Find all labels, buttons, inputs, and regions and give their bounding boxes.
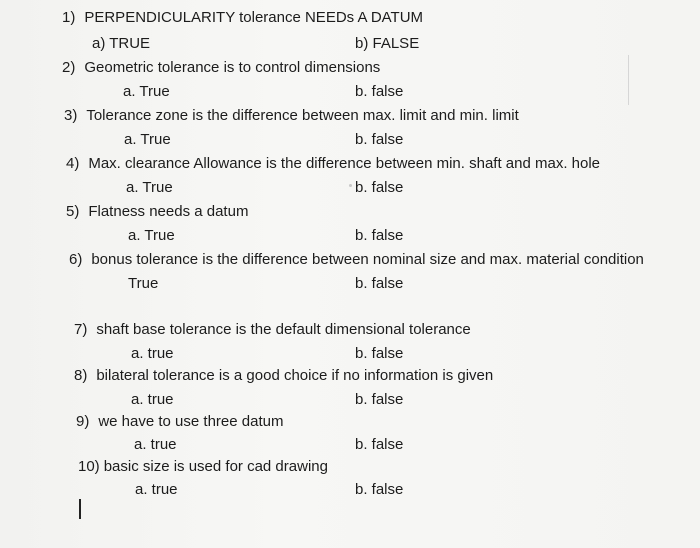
question-10 — [78, 458, 328, 475]
option-b: b. false — [355, 391, 404, 408]
question-8 — [74, 367, 493, 384]
question-number: 5) — [66, 203, 80, 220]
question-text: bonus tolerance is the difference between nominal size and max. material condition — [91, 251, 644, 268]
question-9 — [76, 413, 283, 430]
question-text: bilateral tolerance is a good choice if no information is given — [96, 367, 494, 384]
option-a: a. True — [128, 227, 175, 244]
question-1 — [62, 9, 423, 26]
option-b: b) FALSE — [355, 35, 420, 52]
question-text: PERPENDICULARITY tolerance NEEDs A DATUM — [84, 9, 424, 26]
question-2 — [62, 59, 380, 76]
question-number: 1) — [62, 9, 76, 26]
question-7 — [74, 321, 471, 338]
option-a: a. true — [135, 481, 178, 498]
option-b: b. false — [355, 481, 404, 498]
option-a: a. True — [123, 83, 170, 100]
question-4 — [66, 155, 600, 172]
question-text: we have to use three datum — [98, 413, 284, 430]
option-b: b. false — [355, 436, 404, 453]
question-number: 6) — [69, 251, 83, 268]
question-text: Tolerance zone is the difference between max. limit and min. limit — [86, 107, 519, 124]
question-number: 7) — [74, 321, 88, 338]
question-number: 8) — [74, 367, 88, 384]
speck — [349, 184, 352, 187]
question-5 — [66, 203, 248, 220]
question-text: basic size is used for cad drawing — [103, 458, 328, 475]
option-a: a. true — [131, 345, 174, 362]
question-number: 4) — [66, 155, 80, 172]
option-a: True — [128, 275, 159, 292]
question-number: 10) — [78, 458, 100, 475]
option-b: b. false — [355, 345, 404, 362]
pen-mark — [628, 55, 629, 105]
option-b: b. false — [355, 227, 404, 244]
question-number: 3) — [64, 107, 78, 124]
question-text: Flatness needs a datum — [88, 203, 249, 220]
option-a: a. True — [126, 179, 173, 196]
question-number: 2) — [62, 59, 76, 76]
question-6 — [69, 251, 644, 268]
question-text: shaft base tolerance is the default dimensional tolerance — [96, 321, 471, 338]
option-b: b. false — [355, 83, 404, 100]
option-b: b. false — [355, 131, 404, 148]
question-text: Max. clearance Allowance is the difference between min. shaft and max. hole — [88, 155, 601, 172]
option-a: a. true — [131, 391, 174, 408]
text-cursor — [79, 499, 81, 519]
question-number: 9) — [76, 413, 90, 430]
option-b: b. false — [355, 179, 404, 196]
option-a: a. True — [124, 131, 171, 148]
question-3 — [64, 107, 519, 124]
option-a: a) TRUE — [92, 35, 151, 52]
question-text: Geometric tolerance is to control dimensions — [84, 59, 381, 76]
option-a: a. true — [134, 436, 177, 453]
option-b: b. false — [355, 275, 404, 292]
